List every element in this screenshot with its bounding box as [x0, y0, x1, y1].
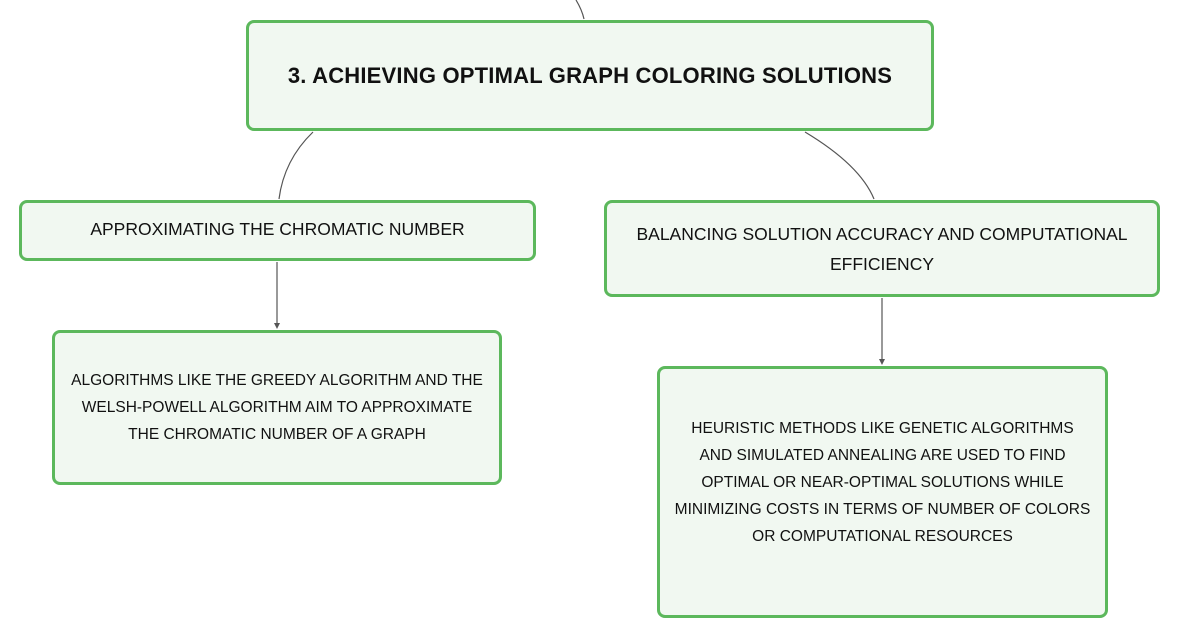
detail-label-heuristic-methods: HEURISTIC METHODS LIKE GENETIC ALGORITHMS AND SIMULATED ANNEALING ARE USED TO FIND OPTIMAL OR NEAR-OPTIMAL SOLUTIONS WHILE MINIMIZING COSTS IN TERMS OF NUMBER OF COLORS OR COMPUTATIONAL RESOURCES: [674, 419, 1091, 545]
arrowhead-right-child: [879, 359, 885, 365]
detail-node-heuristic-methods[interactable]: [657, 366, 1108, 618]
root-topic-node[interactable]: [246, 20, 934, 131]
connector-root-to-left: [279, 132, 313, 199]
connector-root-to-right: [805, 132, 874, 199]
connector-incoming-root: [576, 0, 584, 19]
subtopic-label-chromatic-number: APPROXIMATING THE CHROMATIC NUMBER: [90, 218, 465, 239]
arrowhead-left-child: [274, 323, 280, 329]
subtopic-label-accuracy-efficiency: BALANCING SOLUTION ACCURACY AND COMPUTATIONAL EFFICIENCY: [636, 223, 1128, 274]
subtopic-node-chromatic-number[interactable]: [19, 200, 536, 261]
subtopic-node-accuracy-efficiency[interactable]: [604, 200, 1160, 297]
detail-label-approximation-algorithms: ALGORITHMS LIKE THE GREEDY ALGORITHM AND THE WELSH-POWELL ALGORITHM AIM TO APPROXIMATE THE CHROMATIC NUMBER OF A GRAPH: [71, 372, 483, 443]
root-topic-label: 3. ACHIEVING OPTIMAL GRAPH COLORING SOLUTIONS: [287, 62, 893, 88]
detail-node-approximation-algorithms[interactable]: [52, 330, 502, 485]
